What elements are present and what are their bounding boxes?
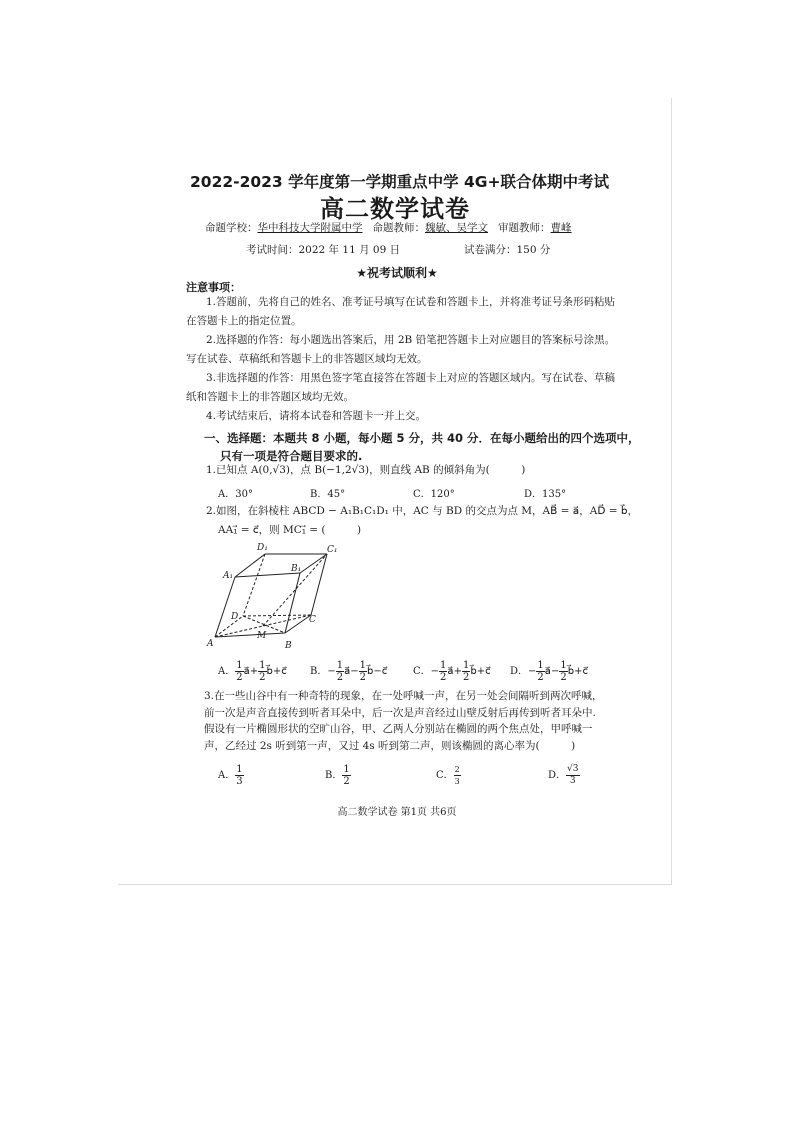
vec-a: a⃗ — [544, 666, 551, 677]
label-d1: D₁ — [257, 543, 268, 553]
half-num: 1 — [440, 660, 447, 671]
page-footer: 高二数学试卷 第1页 共6页 — [337, 807, 457, 818]
q2-option-b-letter: B． — [310, 666, 328, 677]
section-heading: 一、选择题：本题共 8 小题，每小题 5 分，共 40 分．在每小题给出的四个选项中， — [204, 431, 640, 445]
half-fraction — [235, 660, 243, 683]
q2-option-d-letter: D． — [510, 666, 529, 677]
q2-option-b — [310, 660, 387, 683]
teacher-label: 命题教师： — [372, 222, 426, 234]
label-a: A — [207, 639, 214, 649]
q3-option-d-letter: D． — [548, 770, 567, 781]
exam-title: 2022-2023 学年度第一学期重点中学 4G+联合体期中考试 — [190, 173, 610, 191]
half-den: 2 — [560, 672, 567, 683]
q2-option-d-tail: +c⃗ — [574, 666, 588, 677]
q3-option-c-letter: C． — [436, 770, 454, 781]
note-item-2: 2.选择题的作答：每小题选出答案后，用 2B 铅笔把答题卡上对应题目的答案标号涂黑。写在试卷、草稿纸和答题卡上的非答题区域均无效。 — [186, 334, 616, 365]
school-label: 命题学校： — [205, 222, 258, 234]
school-name: 华中科技大学附属中学 — [257, 222, 363, 234]
q2-option-d-sign1: − — [528, 666, 537, 677]
q2-option-b-sign2: − — [350, 666, 359, 677]
label-b: B — [285, 641, 292, 651]
q2-option-d-sign2: − — [550, 666, 560, 677]
label-a1: A₁ — [223, 571, 234, 581]
half-fraction — [336, 660, 344, 683]
reviewer-label: 审题教师： — [498, 222, 551, 234]
half-den: 2 — [537, 672, 544, 683]
question-1-stem: 1.已知点 A(0,√3)，点 B(−1,2√3)，则直线 AB 的倾斜角为( ) — [206, 464, 526, 476]
q2-option-a-sign2: + — [249, 666, 259, 677]
vec-b: b⃗ — [367, 666, 374, 677]
section-heading-line2: 只有一项是符合题目要求的. — [220, 449, 363, 463]
prism-figure — [205, 540, 355, 655]
q2-option-c-sign1: − — [430, 666, 440, 677]
vec-b: b⃗ — [470, 666, 477, 677]
exam-time: 考试时间：2022 年 11 月 09 日 — [246, 244, 401, 256]
half-den: 2 — [336, 672, 344, 683]
half-den: 2 — [462, 672, 470, 683]
q3-b-num: 1 — [343, 764, 350, 775]
vec-b: b⃗ — [266, 666, 273, 677]
half-num: 1 — [462, 660, 470, 671]
q1-option-a: A．30° — [218, 489, 253, 500]
question-2-stem-line2: AA₁⃗ = c⃗，则 MC₁⃗ = ( ) — [218, 524, 362, 536]
half-den: 2 — [259, 672, 266, 683]
label-b1: B₁ — [291, 564, 302, 574]
note-item-3: 3.非选择题的作答：用黑色签字笔直接答在答题卡上对应的答题区域内。写在试卷、草稿纸和答题卡上的非答题区域均无效。 — [186, 372, 616, 403]
q3-b-den: 2 — [343, 776, 350, 787]
subject-title-text: 高二数学试卷 — [320, 195, 470, 223]
q1-option-b: B．45° — [310, 489, 346, 500]
question-2-stem-line1: 2.如图，在斜棱柱 ABCD − A₁B₁C₁D₁ 中，AC 与 BD 的交点为点 M，AB⃗ = a⃗，AD⃗ = b⃗， — [206, 505, 639, 517]
q3-a-den: 3 — [236, 776, 243, 787]
q3-option-a-fraction — [235, 764, 243, 787]
question-3-stem: 3.在一些山谷中有一种奇特的现象，在一处呼喊一声，在另一处会间隔听到两次呼喊，前一次是声音直接传到听者耳朵中，后一次是声音经过山壁反射后再传到听者耳朵中.假设有一片椭圆形状的空旷山谷，甲、乙两人分别站在椭圆的两个焦点处，甲呼喊一声，乙经过 2s 听到第一声，又过 4s 听到第二声，则该椭圆的离心率为( ) — [204, 690, 603, 752]
q1-option-d: D．135° — [524, 489, 567, 500]
q2-option-a-tail: +c⃗ — [272, 666, 287, 677]
reviewer-name: 曹峰 — [550, 222, 572, 234]
full-score: 试卷满分：150 分 — [464, 244, 551, 256]
q2-option-c — [413, 660, 491, 683]
q2-option-a-letter: A． — [218, 666, 236, 677]
half-den: 2 — [440, 672, 447, 683]
half-num: 1 — [537, 660, 544, 671]
q2-option-c-sign2: + — [453, 666, 462, 677]
q3-option-b — [325, 764, 351, 787]
author-line — [205, 220, 572, 235]
q3-a-num: 1 — [236, 764, 243, 775]
half-fraction — [258, 660, 266, 683]
q3-c-den: 3 — [454, 777, 460, 786]
label-d: D — [231, 612, 239, 622]
q3-option-b-letter: B． — [325, 770, 343, 781]
q2-option-d — [510, 660, 588, 683]
note-item-1: 1.答题前，先将自己的姓名、准考证号填写在试卷和答题卡上，并将准考证号条形码粘贴在答题卡上的指定位置。 — [186, 296, 616, 327]
label-c: C — [309, 615, 316, 625]
vec-a: a⃗ — [447, 666, 454, 677]
q3-option-c — [436, 764, 461, 787]
note-item-4: 4.考试结束后，请将本试卷和答题卡一并上交。 — [206, 410, 427, 422]
vec-a: a⃗ — [344, 666, 351, 677]
q3-option-a-letter: A． — [218, 770, 236, 781]
q2-option-c-tail: +c⃗ — [476, 666, 491, 677]
q2-option-b-sign1: − — [327, 666, 336, 677]
notes-heading: 注意事项： — [186, 281, 241, 294]
half-fraction — [359, 660, 367, 683]
half-fraction — [536, 660, 544, 683]
label-m: M — [257, 631, 267, 641]
q3-option-b-fraction — [342, 764, 350, 787]
half-den: 2 — [236, 672, 243, 683]
q3-option-c-fraction — [454, 764, 461, 787]
q3-option-d — [548, 764, 580, 787]
half-num: 1 — [236, 660, 243, 671]
q3-option-d-fraction — [566, 764, 579, 787]
q2-option-c-letter: C． — [413, 666, 431, 677]
q3-c-num: 2 — [454, 765, 460, 774]
half-num: 1 — [359, 660, 367, 671]
subject-title — [0, 189, 794, 224]
vec-a: a⃗ — [243, 666, 250, 677]
half-num: 1 — [259, 660, 266, 671]
label-c1: C₁ — [327, 545, 338, 555]
teacher-names: 魏敏、吴学文 — [425, 222, 489, 234]
q3-d-den: 3 — [569, 776, 576, 786]
q3-option-a — [218, 764, 244, 787]
good-luck-banner: ★祝考试顺利★ — [356, 266, 438, 280]
half-fraction — [559, 660, 567, 683]
vec-b: b⃗ — [567, 666, 575, 677]
q1-option-c: C．120° — [413, 489, 455, 500]
q3-d-num: √3 — [567, 764, 579, 774]
half-num: 1 — [336, 660, 344, 671]
q2-option-a — [218, 660, 287, 683]
half-num: 1 — [560, 660, 567, 671]
q2-option-b-tail: −c⃗ — [373, 666, 388, 677]
half-den: 2 — [359, 672, 367, 683]
